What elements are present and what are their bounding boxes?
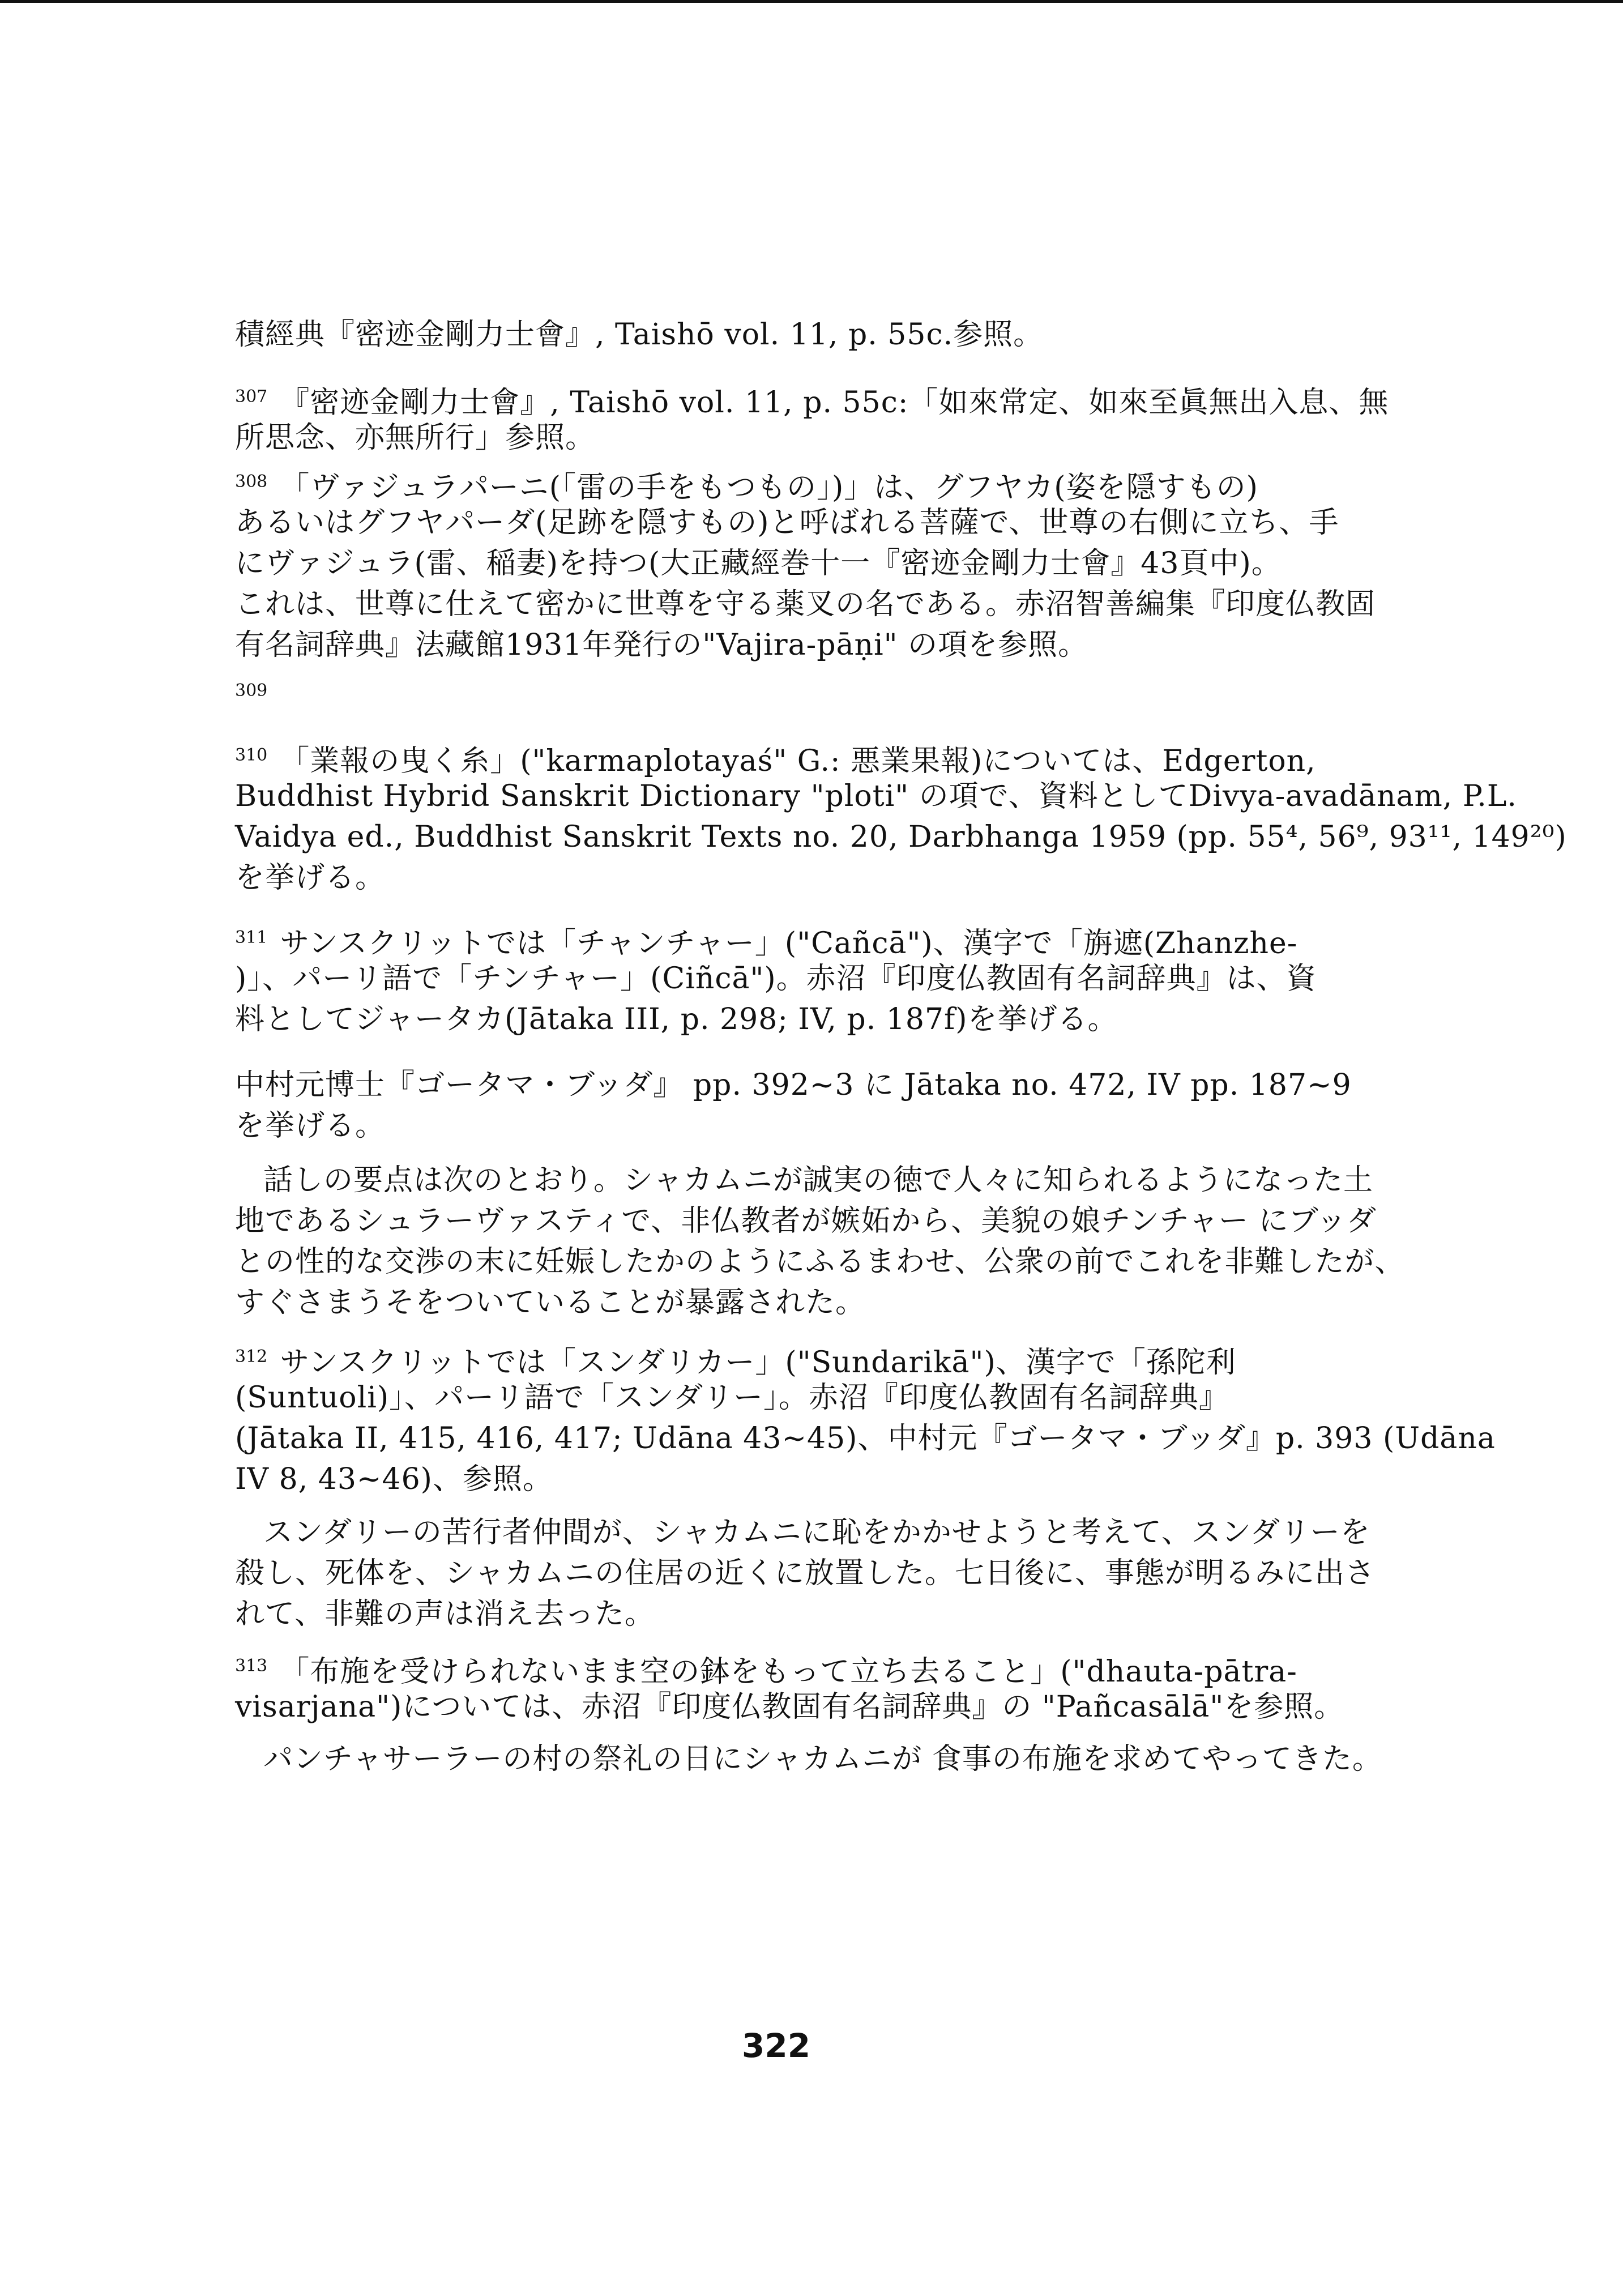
note-308-line-3: にヴァジュラ(雷、稲妻)を持つ(大正藏經巻十一『密迹金剛力士會』43頁中)。 <box>235 547 1282 581</box>
para-311-line-4: すぐさまうそをついていることが暴露された。 <box>235 1286 866 1320</box>
note-312-line-1: $^{312}$ サンスクリットでは「スンダリカー」("Sundarikā")、漢字で「孫陀利 <box>235 1346 1236 1380</box>
nakamura-line-1: 中村元博士『ゴータマ・ブッダ』 pp. 392~3 に Jātaka no. 472, IV pp. 187~9 <box>235 1068 1352 1102</box>
note-number: 307 <box>235 387 268 407</box>
note-number: 310 <box>235 745 268 765</box>
note-313-line-1: $^{313}$ 「布施を受けられないまま空の鉢をもって立ち去ること」("dhauta-pātra- <box>235 1655 1297 1689</box>
note-311-line-1: $^{311}$ サンスクリットでは「チャンチャー」("Cañcā")、漢字で「旃遮(Zhanzhe- <box>235 927 1298 961</box>
note-308-line-1: $^{308}$ 「ヴァジュラパーニ(「雷の手をもつもの」)」は、グフヤカ(姿を隠すもの) <box>235 471 1258 505</box>
note-number: 313 <box>235 1656 268 1676</box>
note-311-line-2: )」、パーリ語で「チンチャー」(Ciñcā")。赤沼『印度仏教固有名詞辞典』は、資 <box>235 962 1317 996</box>
para-312-line-3: れて、非難の声は消え去った。 <box>235 1597 655 1631</box>
note-number: 312 <box>235 1347 268 1367</box>
note-312-line-2: (Suntuoli)」、パーリ語で「スンダリー」。赤沼『印度仏教固有名詞辞典』 <box>235 1381 1229 1415</box>
note-309-number: 309 <box>235 681 268 701</box>
note-308-line-5: 有名詞辞典』法藏館1931年発行の"Vajira-pāṇi" の項を参照。 <box>235 628 1088 662</box>
note-311-line-3: 料としてジャータカ(Jātaka III, p. 298; IV, p. 187f)を挙げる。 <box>235 1002 1118 1036</box>
para-311-line-2: 地であるシュラーヴァスティで、非仏教者が嫉妬から、美貌の娘チンチャー にブッダ <box>235 1204 1377 1238</box>
para-311-line-1: 話しの要点は次のとおり。シャカムニが誠実の徳で人々に知られるようになった土 <box>263 1163 1373 1197</box>
note-308-line-4: これは、世尊に仕えて密かに世尊を守る薬叉の名である。赤沼智善編集『印度仏教固 <box>235 587 1376 621</box>
para-312-line-1: スンダリーの苦行者仲間が、シャカムニに恥をかかせようと考えて、スンダリーを <box>263 1516 1370 1550</box>
note-307-line-2: 所思念、亦無所行」参照。 <box>235 421 596 455</box>
note-313-line-2: visarjana")については、赤沼『印度仏教固有名詞辞典』の "Pañcasālā"を参照。 <box>235 1690 1344 1724</box>
continuation-line: 積經典『密迹金剛力士會』, Taishō vol. 11, p. 55c.参照。 <box>235 318 1044 352</box>
page-number: 322 <box>742 2026 811 2065</box>
para-312-line-2: 殺し、死体を、シャカムニの住居の近くに放置した。七日後に、事態が明るみに出さ <box>235 1556 1375 1590</box>
note-number: 311 <box>235 928 268 948</box>
para-311-line-3: との性的な交渉の末に妊娠したかのようにふるまわせ、公衆の前でこれを非難したが、 <box>235 1245 1405 1279</box>
para-313-line-1: パンチャサーラーの村の祭礼の日にシャカムニが 食事の布施を求めてやってきた。 <box>263 1742 1382 1776</box>
nakamura-line-2: を挙げる。 <box>235 1109 386 1143</box>
note-310-line-1: $^{310}$ 「業報の曳く糸」("karmaplotayaś" G.: 悪業果報)については、Edgerton, <box>235 744 1316 778</box>
note-310-line-3: Vaidya ed., Buddhist Sanskrit Texts no. 20, Darbhanga 1959 (pp. 55⁴, 56⁹, 93¹¹, 149²⁰) <box>235 820 1567 854</box>
note-number: 308 <box>235 472 268 492</box>
note-307-line-1: $^{307}$ 『密迹金剛力士會』, Taishō vol. 11, p. 55c:「如來常定、如來至眞無出入息、無 <box>235 386 1389 420</box>
note-310-line-2: Buddhist Hybrid Sanskrit Dictionary "ploti" の項で、資料としてDivya-avadānam, P.L. <box>235 779 1517 813</box>
note-312-line-4: IV 8, 43~46)、参照。 <box>235 1462 553 1496</box>
note-312-line-3: (Jātaka II, 415, 416, 417; Udāna 43~45)、中村元『ゴータマ・ブッダ』p. 393 (Udāna <box>235 1422 1496 1456</box>
note-310-line-4: を挙げる。 <box>235 861 386 895</box>
note-308-line-2: あるいはグフヤパーダ(足跡を隠すもの)と呼ばれる菩薩で、世尊の右側に立ち、手 <box>235 506 1339 540</box>
